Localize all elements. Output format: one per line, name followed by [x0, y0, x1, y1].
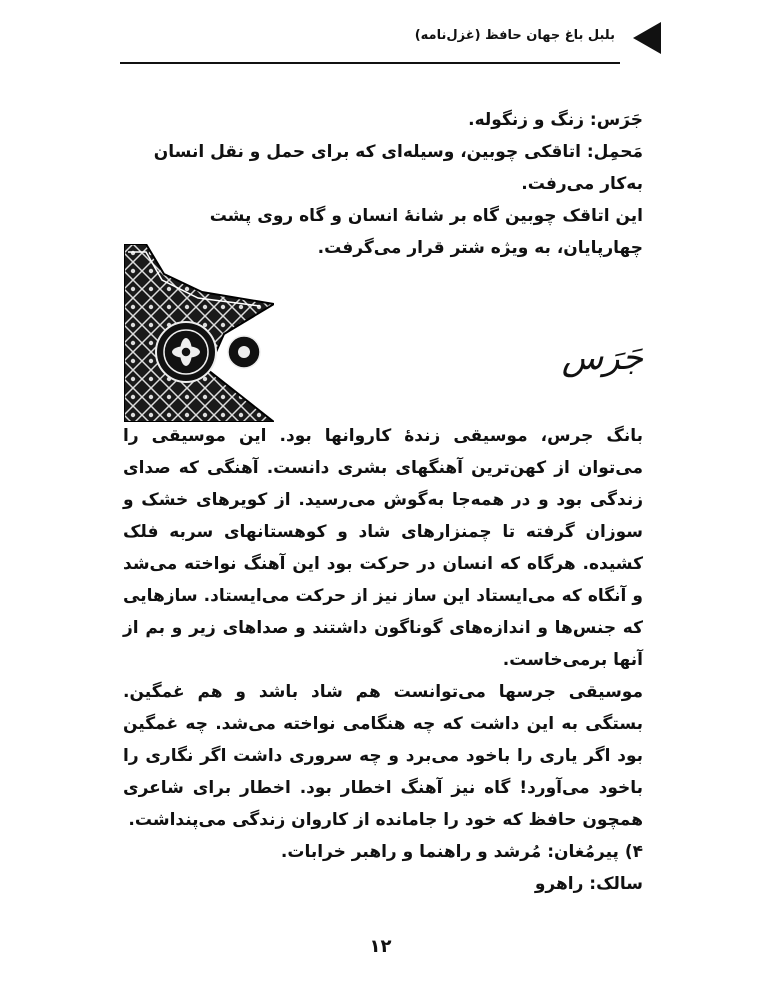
paragraph: بانگ جرس، موسیقی زندهٔ کاروانها بود. این موسیقی را می‌توان از کهن‌ترین آهنگهای بشری دانست. آهنگی که صدای زندگی بود و در همه‌جا به‌گوش می‌رسید. از کویرهای خشک و سوزان گرفته تا چمنزارهای شاد و کوهستانهای سربه فلک کشیده. هرگاه که انسان در حرکت بود این آهنگ نواخته می‌شد و آنگاه که می‌ایستاد این ساز نیز از حرکت می‌ایستاد. سازهایی که جنس‌ها و اندازه‌های گوناگون داشتند و صداهای زیر و بم از آنها برمی‌خاست.	[123, 426, 643, 670]
triangle-marker-icon	[633, 22, 661, 54]
footnote-salek: سالک: راهرو	[534, 874, 643, 894]
body-text	[123, 420, 643, 900]
glossary-block	[123, 104, 643, 264]
header-divider	[120, 62, 620, 64]
rosette-icon	[156, 322, 216, 382]
section-title: جَرَس	[561, 338, 643, 378]
islamic-star-ornament	[124, 244, 274, 422]
page-number: ۱۲	[369, 936, 392, 957]
glossary-entry-jaras: جَرَس: زنگ و زنگوله.	[468, 110, 643, 130]
glossary-entry-mahmel-cont: این اتاقک چوبین گاه بر شانهٔ انسان و گاه روی پشت چهارپایان، به ویژه شتر قرار می‌گرفت.	[209, 206, 643, 258]
footnote-pir-moghan: ۴) پیرمُغان: مُرشد و راهنما و راهبر خرابات.	[280, 842, 643, 862]
paragraph: موسیقی جرسها می‌توانست هم شاد باشد و هم غمگین. بستگی به این داشت که چه هنگامی نواخته می‌شد. چه غمگین بود اگر یاری را باخود می‌برد و چه سروری داشت اگر نگاری را باخود می‌آورد! گاه نیز آهنگ اخطار بود. اخطار برای شاعری همچون حافظ که خود را جامانده از کاروان زندگی می‌پنداشت.	[123, 682, 643, 830]
glossary-entry-mahmel: مَحمِل: اتاقکی چوبین، وسیله‌ای که برای حمل و نقل انسان به‌کار می‌رفت.	[153, 142, 643, 194]
side-rosette-icon	[228, 336, 260, 368]
header-title: بلبل باغ جهان حافظ (غزل‌نامه)	[414, 28, 615, 43]
